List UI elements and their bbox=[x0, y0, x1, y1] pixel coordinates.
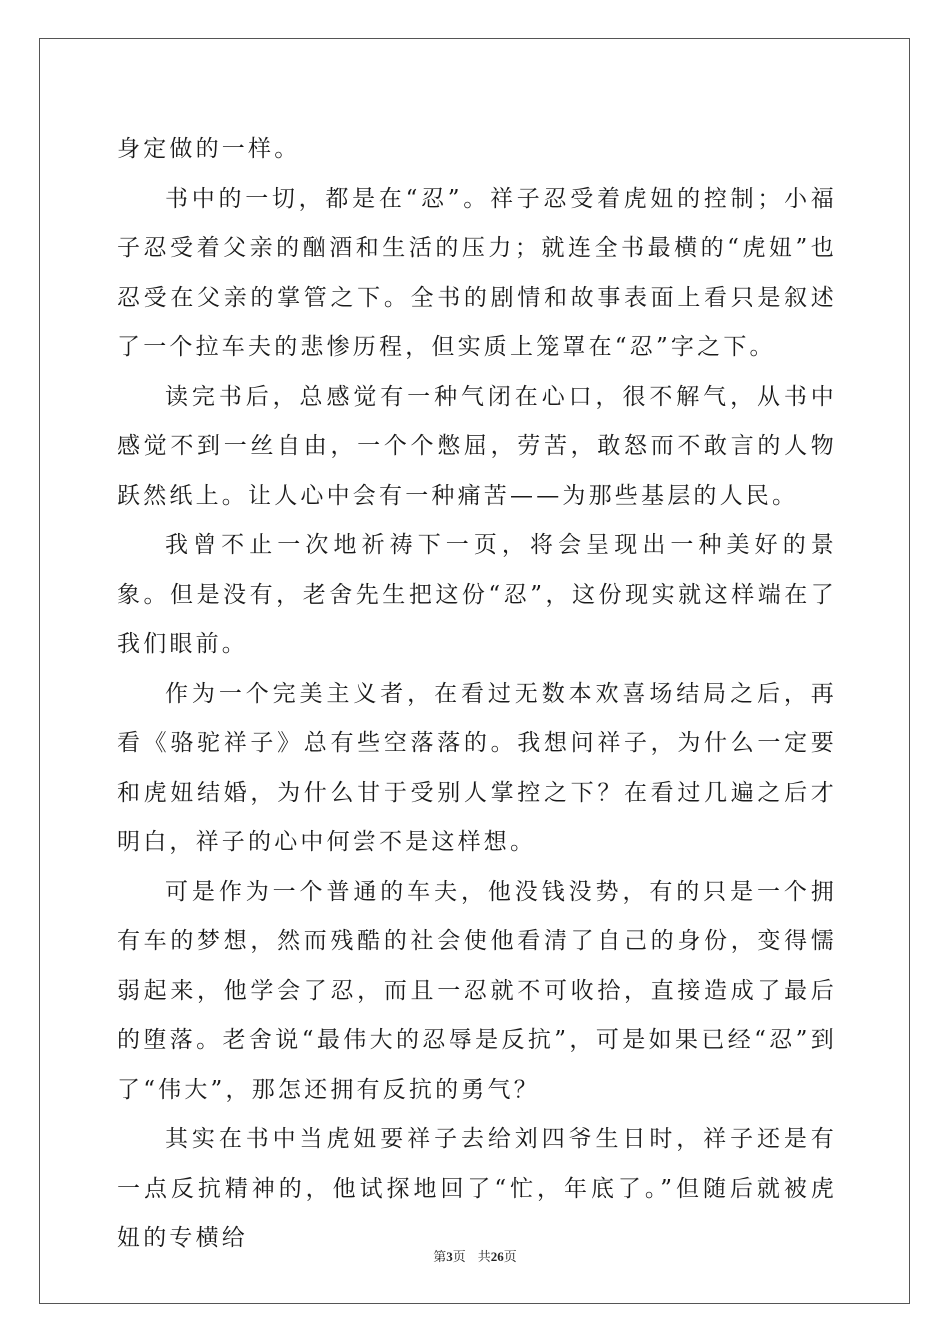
page-number: 3 bbox=[446, 1249, 453, 1264]
page-footer bbox=[0, 1246, 950, 1265]
paragraph: 作为一个完美主义者，在看过无数本欢喜场结局之后，再看《骆驼祥子》总有些空落落的。我想问祥子，为什么一定要和虎妞结婚，为什么甘于受别人掌控之下？在看过几遍之后才明白，祥子的心中何尝不是这样想。 bbox=[117, 680, 837, 855]
total-label-prefix: 共 bbox=[477, 1250, 491, 1265]
paragraph: 可是作为一个普通的车夫，他没钱没势，有的只是一个拥有车的梦想，然而残酷的社会使他看清了自己的身份，变得懦弱起来，他学会了忍，而且一忍就不可收拾，直接造成了最后的堕落。老舍说“最伟大的忍辱是反抗”，可是如果已经“忍”到了“伟大”，那怎还拥有反抗的勇气？ bbox=[117, 878, 837, 1103]
page-label-suffix: 页 bbox=[452, 1250, 466, 1265]
paragraph: 其实在书中当虎妞要祥子去给刘四爷生日时，祥子还是有一点反抗精神的，他试探地回了“忙，年底了。”但随后就被虎妞的专横给 bbox=[117, 1126, 837, 1251]
total-label-suffix: 页 bbox=[503, 1250, 517, 1265]
page-label-prefix: 第 bbox=[433, 1250, 447, 1265]
document-body bbox=[117, 125, 837, 1264]
paragraph: 读完书后，总感觉有一种气闭在心口，很不解气，从书中感觉不到一丝自由，一个个憋屈，劳苦，敢怒而不敢言的人物跃然纸上。让人心中会有一种痛苦——为那些基层的人民。 bbox=[117, 383, 837, 509]
paragraph: 我曾不止一次地祈祷下一页，将会呈现出一种美好的景象。但是没有，老舍先生把这份“忍”，这份现实就这样端在了我们眼前。 bbox=[117, 532, 837, 657]
total-pages: 26 bbox=[490, 1249, 504, 1264]
paragraph: 书中的一切，都是在“忍”。祥子忍受着虎妞的控制；小福子忍受着父亲的酗酒和生活的压力；就连全书最横的“虎妞”也忍受在父亲的掌管之下。全书的剧情和故事表面上看只是叙述了一个拉车夫的悲惨历程，但实质上笼罩在“忍”字之下。 bbox=[117, 185, 837, 360]
paragraph: 身定做的一样。 bbox=[117, 136, 301, 162]
